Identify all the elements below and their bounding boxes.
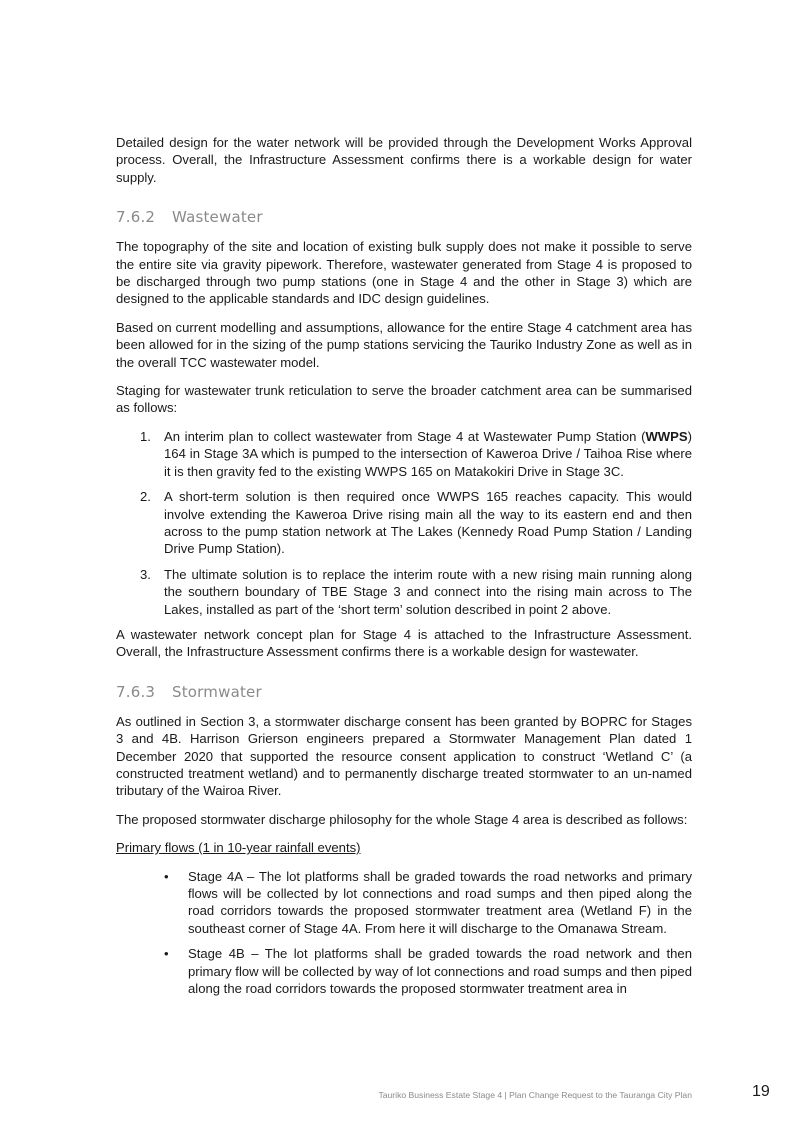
section-number: 7.6.3 [116, 682, 156, 701]
section-heading-stormwater [116, 683, 692, 701]
list-marker: 2. [140, 489, 151, 505]
stormwater-paragraph-1: As outlined in Section 3, a stormwater discharge consent has been granted by BOPRC for Stages 3 and 4B. Harrison Grierson engineers prepared a Stormwater Management Plan dated 1 December 2020 that supported the resource consent application to construct ‘Wetland C’ (a constructed treatment wetland) and to permanently discharge treated stormwater to an un-named tributary of the Wairoa River. [116, 713, 692, 799]
list-marker: 3. [140, 566, 151, 582]
stormwater-bullet-list [116, 868, 692, 998]
page-footer: Tauriko Business Estate Stage 4 | Plan Change Request to the Tauranga City Plan [378, 1090, 692, 1100]
section-title: Stormwater [172, 682, 262, 701]
section-title: Wastewater [172, 208, 263, 227]
primary-flows-subheading: Primary flows (1 in 10-year rainfall events) [116, 840, 361, 856]
bullet-icon: • [164, 946, 169, 962]
list-item: • Stage 4A – The lot platforms shall be graded towards the road networks and primary flows will be collected by lot connections and road sumps and then piped along the road corridors towards the proposed stormwater treatment area (Wetland F) in the southeast corner of Stage 4A. From here it will discharge to the Omanawa Stream. [164, 868, 692, 936]
list-item: 3. The ultimate solution is to replace the interim route with a new rising main running along the southern boundary of TBE Stage 3 and connect into the rising main across to The Lakes, installed as part of the ‘short term’ solution described in point 2 above. [140, 566, 692, 617]
stormwater-paragraph-2: The proposed stormwater discharge philosophy for the whole Stage 4 area is described as follows: [116, 811, 688, 827]
bold-term: WWPS [645, 428, 688, 444]
wastewater-paragraph-1: The topography of the site and location of existing bulk supply does not make it possible to serve the entire site via gravity pipework. Therefore, wastewater generated from Stage 4 is proposed to be discharged through two pump stations (one in Stage 4 and the other in Stage 3) which are designed to the applicable standards and IDC design guidelines. [116, 239, 692, 307]
staging-list [116, 428, 692, 618]
list-marker: 1. [140, 428, 151, 444]
list-item: • Stage 4B – The lot platforms shall be graded towards the road network and then primary flow will be collected by way of lot connections and road sumps and then piped along the road corridors towards the proposed stormwater treatment area in [164, 946, 692, 997]
list-item: 2. A short-term solution is then required once WWPS 165 reaches capacity. This would involve extending the Kaweroa Drive rising main all the way to its eastern end and then across to the pump station network at The Lakes (Kennedy Road Pump Station / Landing Drive Pump Station). [140, 489, 692, 557]
wastewater-paragraph-2: Based on current modelling and assumptions, allowance for the entire Stage 4 catchment area has been allowed for in the sizing of the pump stations servicing the Tauriko Industry Zone as well as in the overall TCC wastewater model. [116, 319, 692, 370]
document-body [116, 134, 692, 1005]
page-number: 19 [752, 1083, 770, 1100]
list-item: 1. An interim plan to collect wastewater from Stage 4 at Wastewater Pump Station (WWPS) 164 in Stage 3A which is pumped to the intersection of Kaweroa Drive / Taihoa Rise where it is then gravity fed to the existing WWPS 165 on Matakokiri Drive in Stage 3C. [140, 428, 692, 479]
wastewater-paragraph-4: A wastewater network concept plan for Stage 4 is attached to the Infrastructure Assessment. Overall, the Infrastructure Assessment confirms there is a workable design for wastewater. [116, 626, 692, 660]
intro-paragraph: Detailed design for the water network will be provided through the Development Works Approval process. Overall, the Infrastructure Assessment confirms there is a workable design for water supply. [116, 135, 692, 185]
wastewater-paragraph-3: Staging for wastewater trunk reticulation to serve the broader catchment area can be summarised as follows: [116, 383, 692, 416]
section-heading-wastewater [116, 208, 692, 226]
bullet-icon: • [164, 868, 169, 884]
section-number: 7.6.2 [116, 208, 156, 227]
